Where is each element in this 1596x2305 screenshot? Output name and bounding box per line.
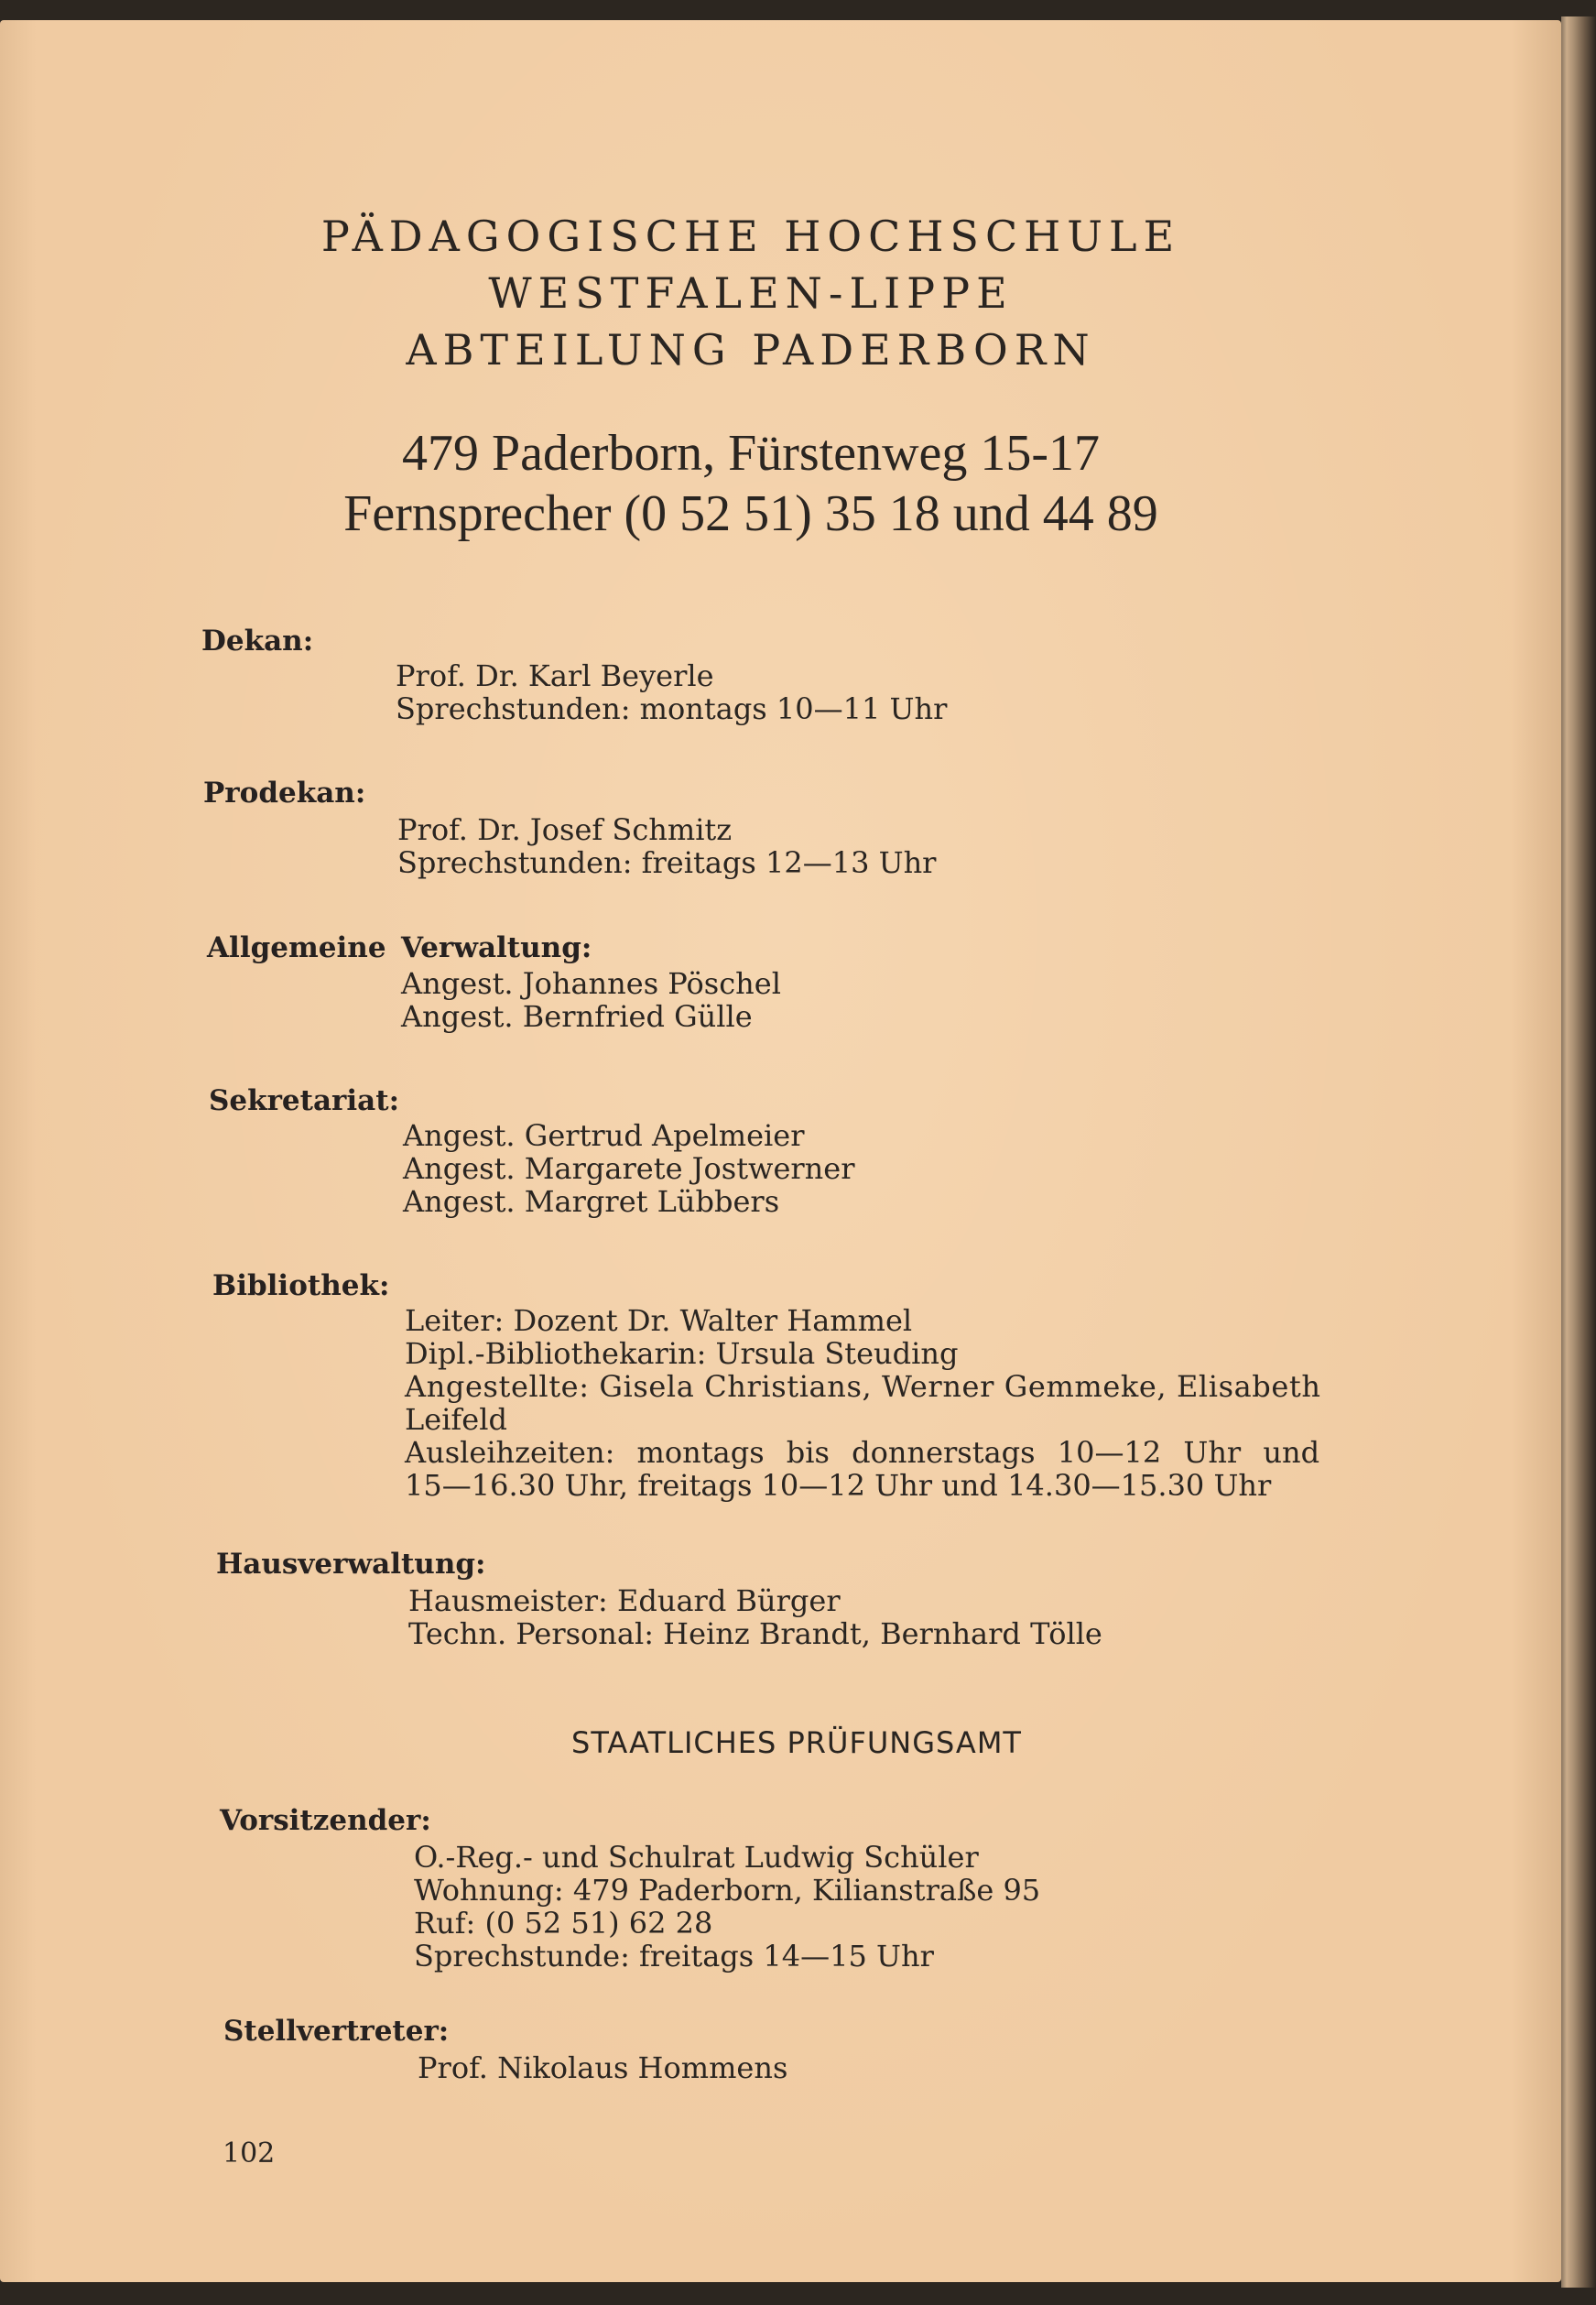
vorsitzender-line: Wohnung: 479 Paderborn, Kilianstraße 95 — [414, 1873, 1041, 1908]
verwaltung-line: Angest. Johannes Pöschel — [401, 966, 781, 1001]
pruefungsamt-heading: STAATLICHES PRÜFUNGSAMT — [571, 1725, 1022, 1760]
vorsitzender-label: Vorsitzender: — [220, 1804, 431, 1837]
sekretariat-line: Angest. Margarete Jostwerner — [403, 1151, 855, 1186]
vorsitzender-line: Ruf: (0 52 51) 62 28 — [414, 1906, 713, 1941]
vorsitzender-entries — [414, 1841, 1040, 1973]
title-line-3: ABTEILUNG PADERBORN — [406, 325, 1096, 375]
bibliothek-line: Ausleihzeiten: montags bis donnerstags 10—12 Uhr und — [405, 1435, 1320, 1470]
dekan-label: Dekan: — [201, 625, 314, 658]
title-line-2: WESTFALEN-LIPPE — [488, 268, 1014, 318]
vorsitzender-line: O.-Reg.- und Schulrat Ludwig Schüler — [414, 1840, 979, 1875]
contact-block — [238, 423, 1264, 544]
hausverwaltung-entries — [408, 1584, 1102, 1650]
dekan-line: Sprechstunden: montags 10—11 Uhr — [396, 691, 948, 726]
vorsitzender-line: Sprechstunde: freitags 14—15 Uhr — [414, 1939, 934, 1973]
sekretariat-entries — [403, 1119, 855, 1218]
prodekan-entries — [397, 813, 936, 879]
document-page — [0, 20, 1561, 2282]
prodekan-label: Prodekan: — [203, 777, 366, 810]
verwaltung-label-cont: Verwaltung: — [401, 931, 592, 964]
hausverwaltung-line: Hausmeister: Eduard Bürger — [408, 1583, 841, 1618]
verwaltung-label: Allgemeine — [207, 931, 386, 964]
bibliothek-line: Dipl.-Bibliothekarin: Ursula Steuding — [405, 1336, 959, 1371]
bibliothek-line: Leiter: Dozent Dr. Walter Hammel — [405, 1303, 913, 1338]
stellvertreter-entries — [418, 2051, 787, 2084]
prodekan-line: Prof. Dr. Josef Schmitz — [397, 812, 733, 847]
sekretariat-line: Angest. Gertrud Apelmeier — [403, 1118, 805, 1153]
bibliothek-line: Leifeld — [405, 1402, 507, 1437]
sekretariat-line: Angest. Margret Lübbers — [403, 1184, 780, 1219]
street-address: 479 Paderborn, Fürstenweg 15-17 — [401, 425, 1101, 482]
dekan-line: Prof. Dr. Karl Beyerle — [396, 658, 714, 693]
stellvertreter-label: Stellvertreter: — [223, 2015, 450, 2048]
institution-title — [211, 208, 1291, 378]
hausverwaltung-label: Hausverwaltung: — [216, 1548, 486, 1581]
verwaltung-entries — [401, 967, 781, 1033]
verwaltung-line: Angest. Bernfried Gülle — [401, 999, 753, 1034]
page-number: 102 — [223, 2137, 276, 2169]
hausverwaltung-line: Techn. Personal: Heinz Brandt, Bernhard Tölle — [408, 1616, 1102, 1651]
prodekan-line: Sprechstunden: freitags 12—13 Uhr — [397, 845, 937, 880]
page-edge — [1561, 16, 1596, 2288]
title-line-1: PÄDAGOGISCHE HOCHSCHULE — [320, 212, 1181, 261]
bibliothek-line: Angestellte: Gisela Christians, Werner Gemmeke, Elisabeth — [405, 1369, 1321, 1404]
bibliothek-entries — [405, 1304, 1375, 1502]
dekan-entries — [396, 659, 947, 725]
stellvertreter-line: Prof. Nikolaus Hommens — [418, 2050, 788, 2085]
bibliothek-line: 15—16.30 Uhr, freitags 10—12 Uhr und 14.30—15.30 Uhr — [405, 1468, 1272, 1503]
bibliothek-label: Bibliothek: — [212, 1269, 390, 1302]
sekretariat-label: Sekretariat: — [209, 1084, 400, 1117]
phone-numbers: Fernsprecher (0 52 51) 35 18 und 44 89 — [343, 485, 1158, 542]
